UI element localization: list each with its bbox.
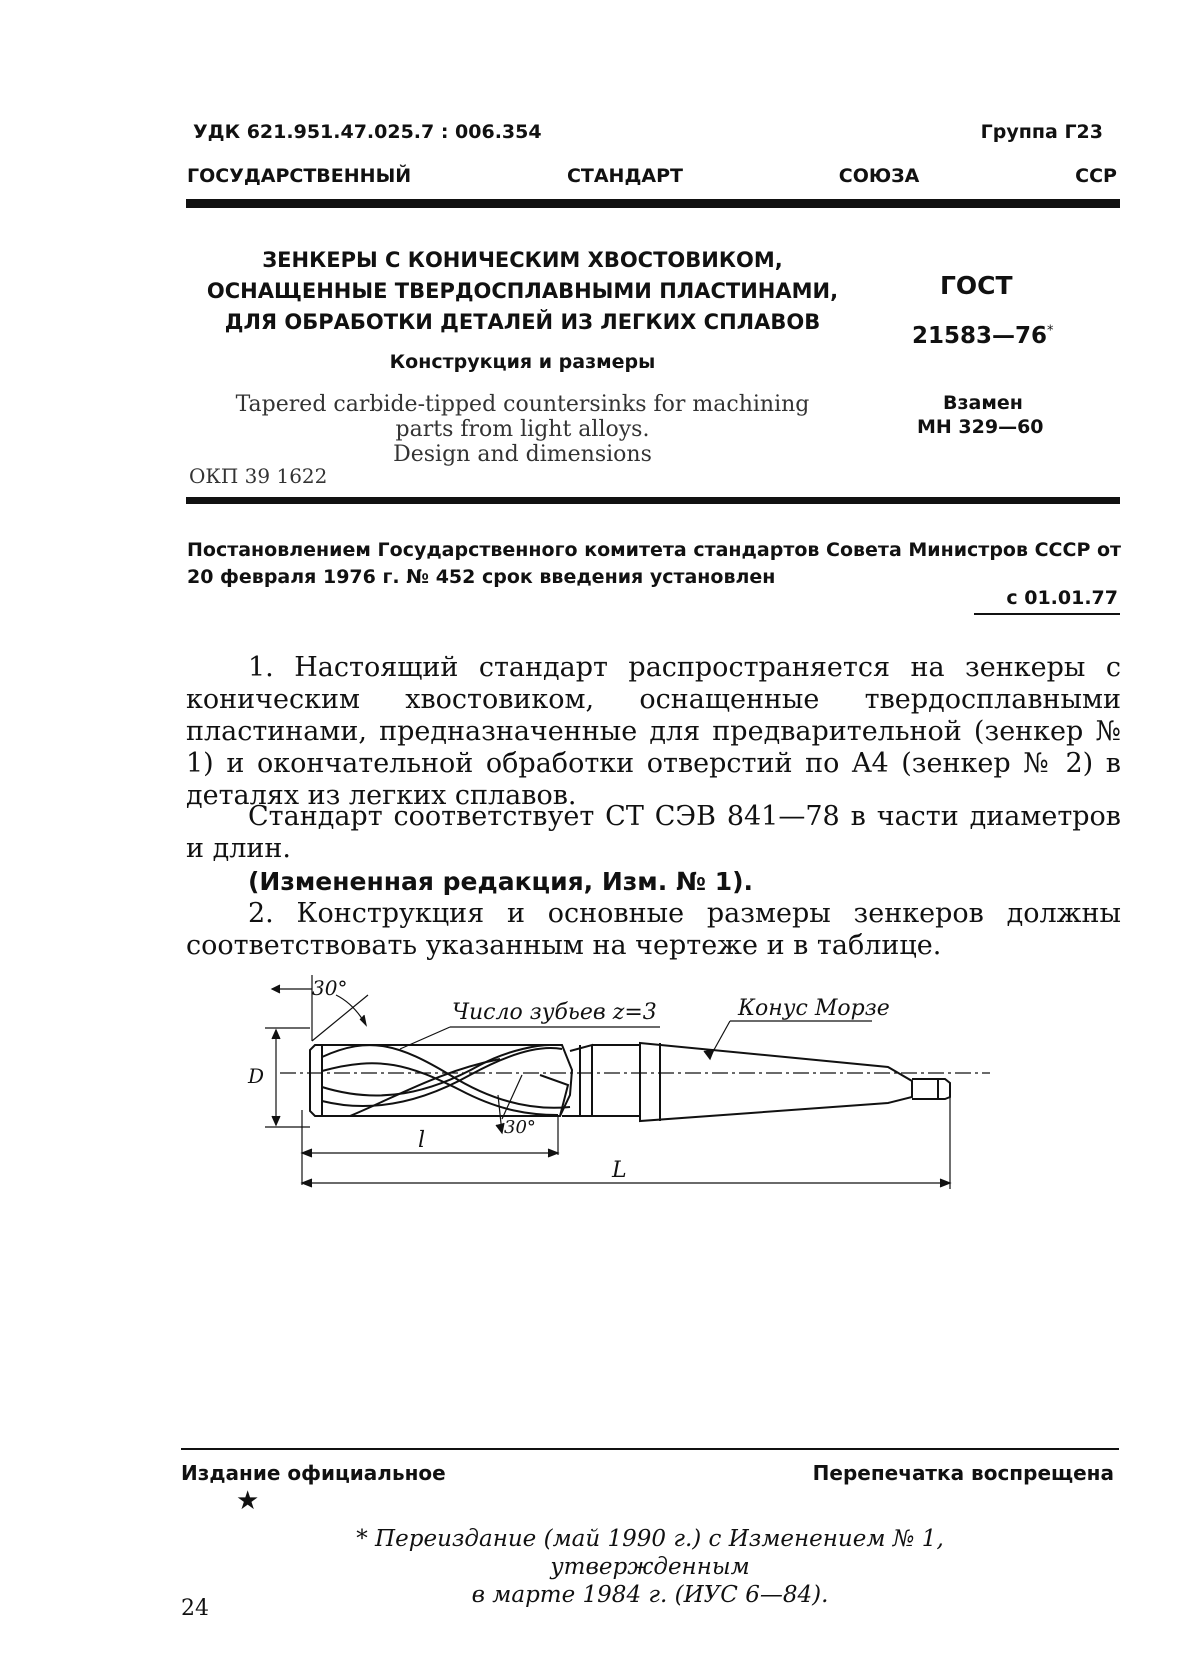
standard-word-1: ГОСУДАРСТВЕННЫЙ: [187, 165, 412, 187]
english-title-line-1: Tapered carbide-tipped countersinks for machining: [235, 392, 810, 417]
standard-heading: [187, 165, 1117, 187]
paragraph-3: 2. Конструкция и основные размеры зенкеров должны соответствовать указанным на чертеже и в таблице.: [186, 898, 1121, 961]
effective-date-underline: [974, 613, 1120, 615]
gost-number-mark: *: [1047, 323, 1054, 339]
english-title-line-3: Design and dimensions: [393, 442, 652, 467]
standard-word-2: СТАНДАРТ: [566, 165, 683, 187]
english-title: [190, 392, 855, 467]
paragraph-2: Стандарт соответствует СТ СЭВ 841—78 в части диаметров и длин.: [186, 801, 1121, 864]
standard-word-3: СОЮЗА: [838, 165, 920, 187]
amendment-note: (Измененная редакция, Изм. № 1).: [248, 867, 754, 896]
gost-number: [912, 323, 1054, 349]
udk-code: УДК 621.951.47.025.7 : 006.354: [193, 121, 542, 143]
countersink-drawing: [240, 975, 1010, 1190]
group-code: Группа Г23: [980, 121, 1103, 143]
drawing-labels: [247, 976, 890, 1183]
footer-rule: [181, 1448, 1119, 1450]
length-total-label: L: [612, 1158, 627, 1183]
english-title-line-2: parts from light alloys.: [395, 417, 650, 442]
teeth-count-label: Число зубьев z=3: [452, 1000, 657, 1025]
standard-word-4: ССР: [1075, 165, 1117, 187]
russian-title-line-3: ДЛЯ ОБРАБОТКИ ДЕТАЛЕЙ ИЗ ЛЕГКИХ СПЛАВОВ: [224, 310, 821, 334]
diameter-label: D: [248, 1064, 265, 1088]
footnote: [270, 1525, 1030, 1609]
russian-title-line-1: ЗЕНКЕРЫ С КОНИЧЕСКИМ ХВОСТОВИКОМ,: [262, 248, 783, 272]
reprint-prohibited: Перепечатка воспрещена: [812, 1461, 1114, 1485]
russian-subtitle: Конструкция и размеры: [389, 351, 656, 373]
paragraph-1: 1. Настоящий стандарт распространяется на зенкеры с коническим хвостовиком, оснащенные твердосплавными пластинами, предназначенные для предварительной (зенкер № 1) и окончательной обработки отверстий по A4 (зенкер № 2) в деталях из легких сплавов.: [186, 652, 1121, 811]
effective-date: с 01.01.77: [1006, 587, 1118, 609]
russian-title-line-2: ОСНАЩЕННЫЕ ТВЕРДОСПЛАВНЫМИ ПЛАСТИНАМИ,: [206, 279, 839, 303]
replaces-label: Взамен: [943, 392, 1023, 414]
footnote-line-1: * Переиздание (май 1990 г.) с Изменением № 1, утвержденным: [356, 1526, 944, 1580]
gost-number-value: 21583—76: [912, 323, 1048, 349]
russian-title: [190, 245, 855, 338]
tool-outline: [310, 1043, 950, 1121]
header-rule: [186, 199, 1120, 208]
title-rule: [186, 497, 1120, 504]
length-l-label: l: [418, 1128, 426, 1153]
angle-top-label: 30°: [312, 976, 348, 1000]
gost-label: ГОСТ: [940, 271, 1013, 300]
official-edition: Издание официальное: [181, 1461, 446, 1485]
okp-code: ОКП 39 1622: [189, 464, 328, 488]
replaces-value: МН 329—60: [917, 416, 1044, 438]
decree-text: Постановлением Государственного комитета стандартов Совета Министров СССР от 20 февраля 1976 г. № 452 срок введения установлен: [187, 539, 1122, 588]
footnote-line-2: в марте 1984 г. (ИУС 6—84).: [471, 1582, 829, 1608]
star-icon: ★: [236, 1486, 260, 1516]
page-number: 24: [181, 1596, 209, 1621]
angle-bottom-label: 30°: [504, 1117, 536, 1138]
morse-cone-label: Конус Морзе: [738, 996, 890, 1021]
